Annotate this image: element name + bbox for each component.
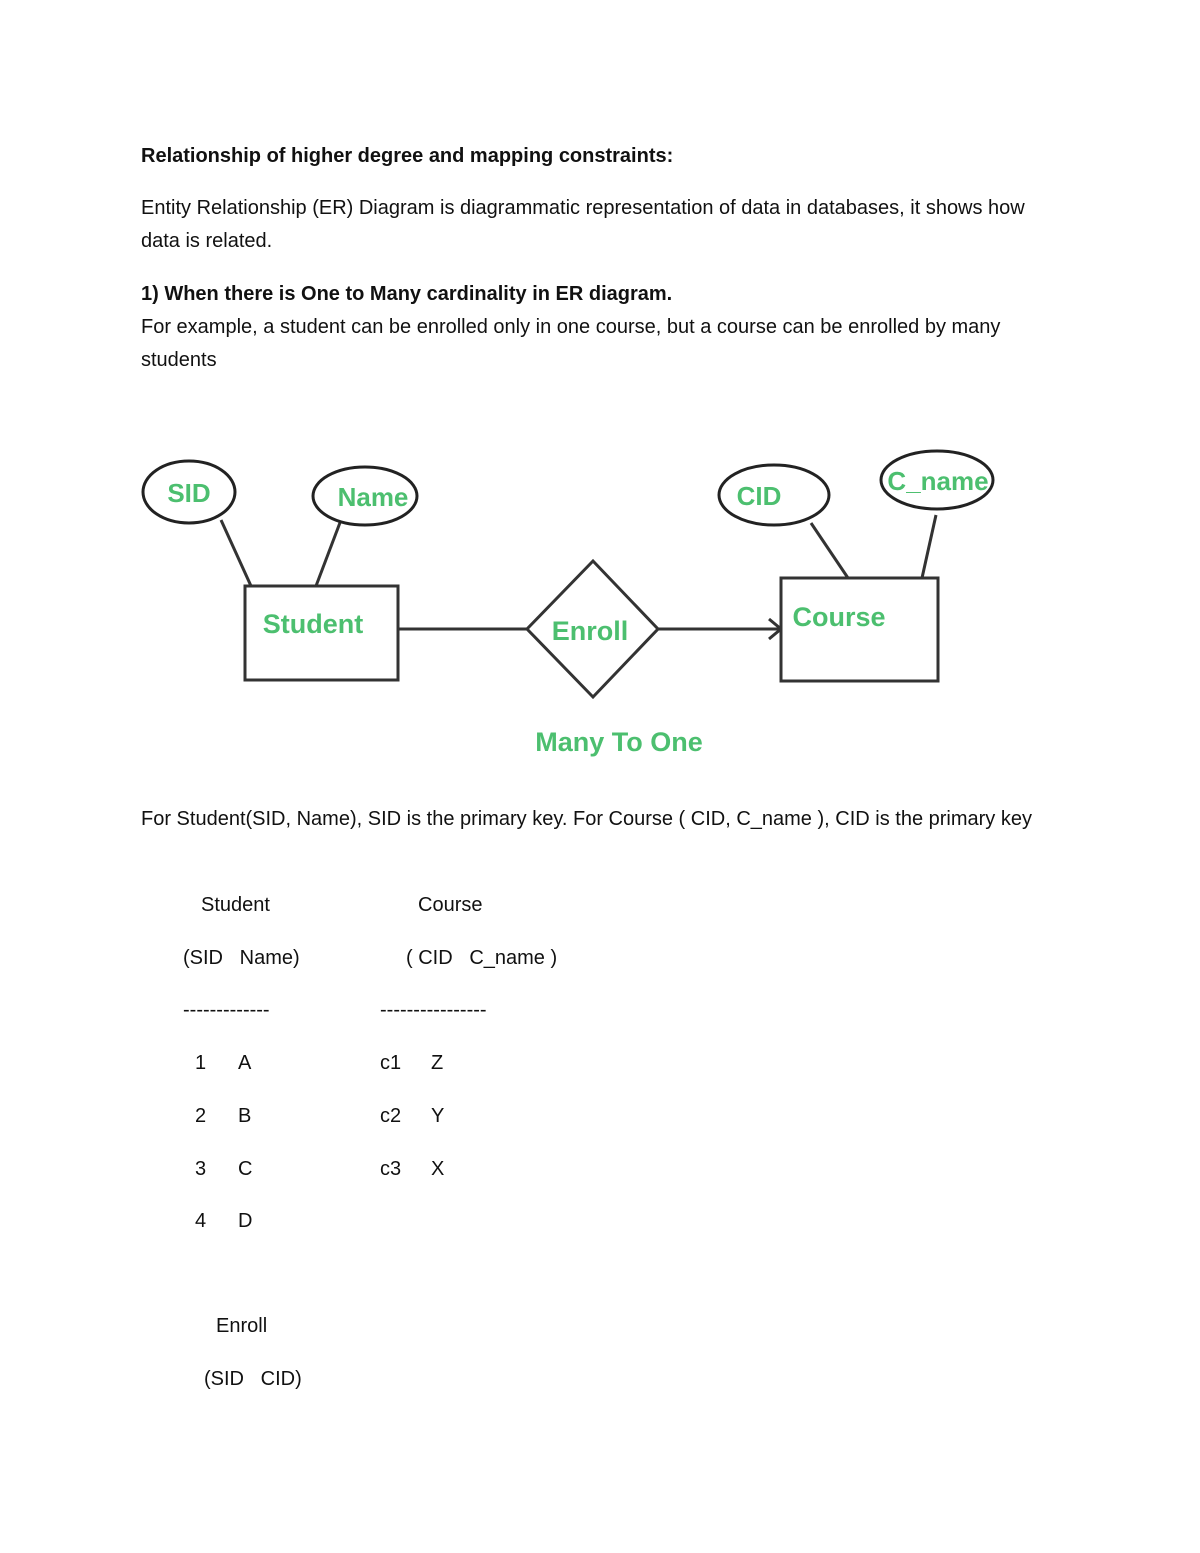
sid-connector xyxy=(221,520,251,586)
course-row-3-cname: X xyxy=(431,1158,445,1180)
er-diagram xyxy=(141,400,1036,790)
attr-cname-label: C_name xyxy=(887,466,989,496)
course-row-1-cid: c1 xyxy=(380,1052,402,1074)
course-table-divider: ---------------- xyxy=(380,999,487,1021)
course-row-2-cid: c2 xyxy=(380,1105,402,1127)
student-row-3-name: C xyxy=(238,1158,253,1180)
page-heading: Relationship of higher degree and mapping constraints: xyxy=(141,145,674,167)
attr-cid-label: CID xyxy=(736,481,782,511)
name-connector xyxy=(316,520,341,586)
example-paragraph: For example, a student can be enrolled only in one course, but a course can be enrolled by many students xyxy=(141,316,1001,371)
entity-course-label: Course xyxy=(792,602,886,632)
keys-note: For Student(SID, Name), SID is the primary key. For Course ( CID, C_name ), CID is the primary key xyxy=(141,808,1032,830)
attr-name-label: Name xyxy=(337,482,409,512)
intro-paragraph: Entity Relationship (ER) Diagram is diagrammatic representation of data in databases, it shows how data is related. xyxy=(141,197,1025,252)
relation-enroll-label: Enroll xyxy=(551,616,629,646)
student-table-divider: ------------- xyxy=(183,999,270,1021)
student-row-3-sid: 3 xyxy=(195,1158,207,1180)
student-row-1-name: A xyxy=(238,1052,252,1074)
attr-sid-label: SID xyxy=(167,478,211,508)
student-row-1-sid: 1 xyxy=(195,1052,207,1074)
course-row-3-cid: c3 xyxy=(380,1158,402,1180)
diagram-caption: Many To One xyxy=(535,727,703,757)
section-title: 1) When there is One to Many cardinality in ER diagram. xyxy=(141,283,673,305)
entity-student-label: Student xyxy=(262,609,364,639)
student-table-title: Student xyxy=(201,894,270,916)
enroll-table-header: (SID CID) xyxy=(204,1368,302,1390)
course-table-header: ( CID C_name ) xyxy=(406,947,558,969)
cname-connector xyxy=(922,515,936,578)
enroll-table-title: Enroll xyxy=(216,1315,268,1337)
student-row-2-name: B xyxy=(238,1105,252,1127)
cid-connector xyxy=(811,523,848,578)
course-table-title: Course xyxy=(418,894,483,916)
course-row-1-cname: Z xyxy=(431,1052,444,1074)
student-row-2-sid: 2 xyxy=(195,1105,207,1127)
course-row-2-cname: Y xyxy=(431,1105,445,1127)
student-row-4-name: D xyxy=(238,1210,253,1232)
student-row-4-sid: 4 xyxy=(195,1210,207,1232)
student-table-header: (SID Name) xyxy=(183,947,300,969)
